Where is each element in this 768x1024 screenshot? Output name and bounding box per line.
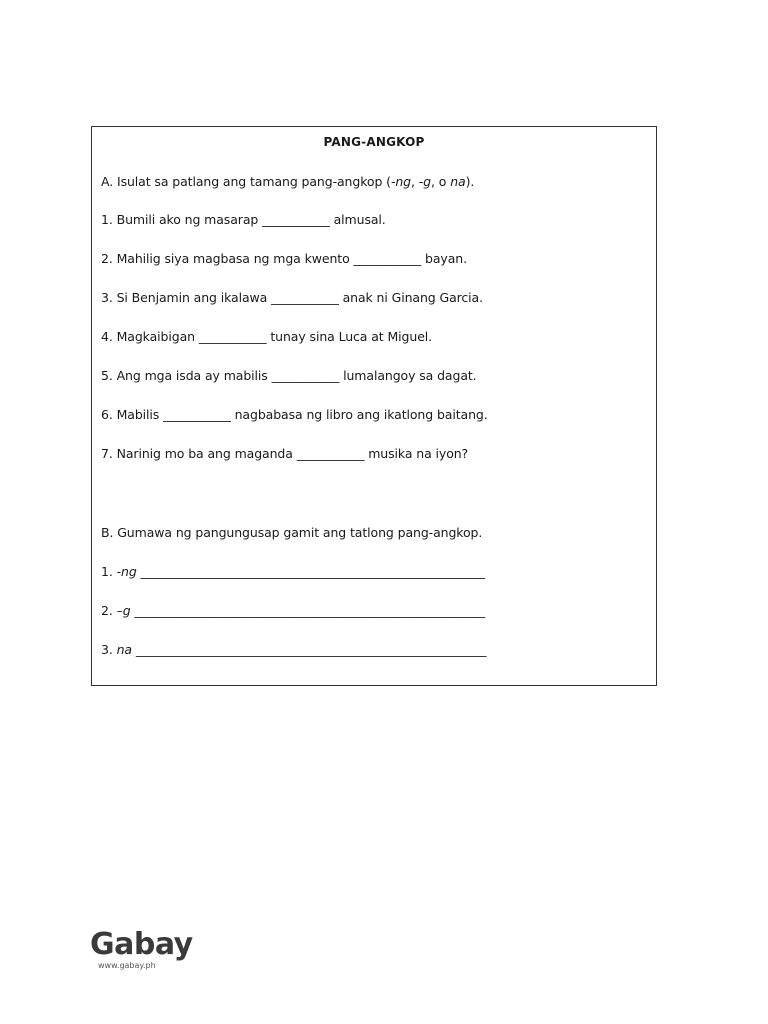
section-b-instruction: B. Gumawa ng pangungusap gamit ang tatlong pang-angkop. [101,525,483,540]
section-b-item-1: 1. -ng ________________________________________________________ [101,564,485,579]
logo-url: www.gabay.ph [98,961,156,970]
section-b-item-2: 2. –g _________________________________________________________ [101,603,486,618]
section-a-item-5: 5. Ang mga isda ay mabilis ___________ lumalangoy sa dagat. [101,368,477,383]
logo-wordmark: Gabay [90,927,193,962]
worksheet-title: PANG-ANGKOP [323,135,425,149]
section-a-item-2: 2. Mahilig siya magbasa ng mga kwento ___________ bayan. [101,251,467,266]
section-a-item-6: 6. Mabilis ___________ nagbabasa ng libro ang ikatlong baitang. [101,407,488,422]
worksheet-box [91,126,657,686]
section-a-item-1: 1. Bumili ako ng masarap ___________ almusal. [101,212,386,227]
section-a-instruction: A. Isulat sa patlang ang tamang pang-angkop (-ng, -g, o na). [101,174,475,189]
section-a-item-3: 3. Si Benjamin ang ikalawa ___________ anak ni Ginang Garcia. [101,290,483,305]
gabay-logo [90,928,193,970]
section-b-item-3: 3. na _________________________________________________________ [101,642,487,657]
section-a-item-4: 4. Magkaibigan ___________ tunay sina Luca at Miguel. [101,329,433,344]
section-a-item-7: 7. Narinig mo ba ang maganda ___________ musika na iyon? [101,446,469,461]
